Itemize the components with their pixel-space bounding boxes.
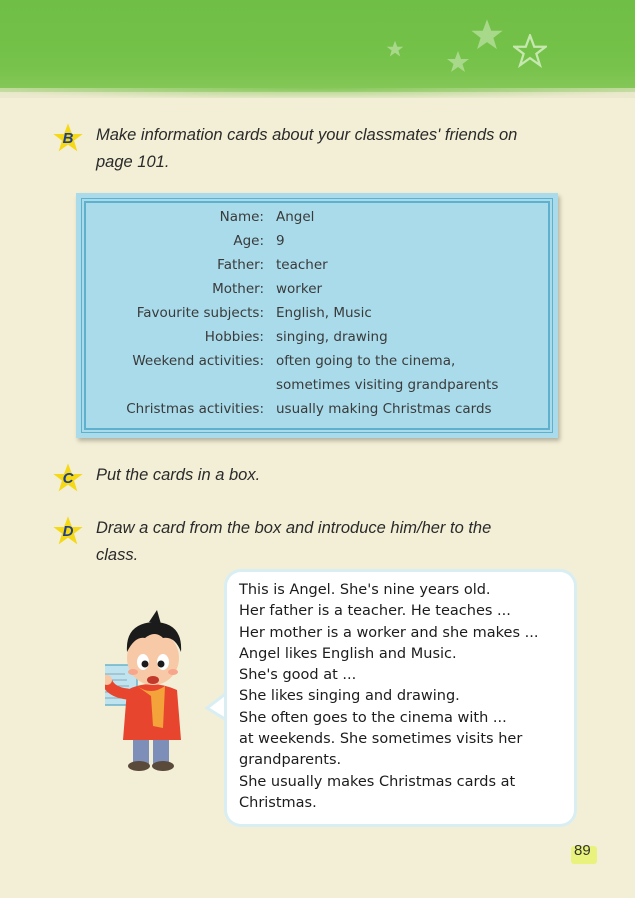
speech-line: grandparents. [239,752,342,769]
card-value: 9 [276,233,285,249]
star-badge-icon [52,515,84,547]
speech-line: This is Angel. She's nine years old. [239,582,491,598]
section-c [52,462,260,494]
card-row [76,281,558,305]
card-row [76,233,558,257]
section-d-instruction [96,515,491,569]
card-row [76,377,558,401]
star-icon [446,50,470,74]
header-band [0,0,635,92]
star-badge-icon [52,122,84,154]
card-label: Weekend activities: [132,353,264,369]
speech-line: She's good at ... [239,667,357,684]
card-row [76,209,558,233]
card-label: Mother: [212,281,264,297]
speech-line: Her mother is a worker and she makes ... [239,624,539,641]
card-label: Hobbies: [204,329,264,345]
star-icon [470,18,504,52]
speech-line: Christmas. [239,794,317,811]
card-value: teacher [276,257,328,273]
card-label: Favourite subjects: [136,305,264,321]
card-value: often going to the cinema, [276,353,456,369]
page-number: 89 [574,842,591,859]
section-letter: D [62,522,74,540]
card-value: singing, drawing [276,329,388,345]
section-letter: C [62,469,74,487]
card-row [76,353,558,377]
card-row [76,329,558,353]
card-value: worker [276,281,323,297]
instruction-line: Put the cards in a box. [96,466,261,484]
section-b [52,122,517,176]
card-label: Christmas activities: [126,401,264,417]
speech-line: She likes singing and drawing. [239,688,460,705]
section-letter: B [62,129,74,147]
section-b-instruction [96,122,517,176]
card-value: sometimes visiting grandparents [276,377,499,393]
speech-bubble [227,572,574,824]
speech-line: She usually makes Christmas cards at [239,773,516,790]
speech-line: at weekends. She sometimes visits her [239,731,523,748]
speech-line: Her father is a teacher. He teaches ... [239,603,511,620]
instruction-line: Make information cards about your classmates' friends on [96,126,518,144]
card-label: Age: [233,233,264,249]
card-row [76,305,558,329]
card-value: usually making Christmas cards [276,401,492,417]
star-outline-icon [513,34,547,68]
card-label: Name: [219,209,264,225]
card-label: Father: [217,257,264,273]
card-row [76,257,558,281]
speech-line: Angel likes English and Music. [239,645,457,662]
card-value: Angel [276,209,315,225]
card-row [76,401,558,425]
instruction-line: Draw a card from the box and introduce him/her to the [96,519,492,537]
section-c-instruction [96,462,260,489]
instruction-line: class. [96,546,139,564]
boy-illustration [105,608,215,778]
speech-line: She often goes to the cinema with ... [239,709,507,726]
instruction-line: page 101. [96,153,170,171]
information-card [76,193,558,438]
section-d [52,515,491,569]
star-icon [386,40,404,58]
card-value: English, Music [276,305,372,321]
star-badge-icon [52,462,84,494]
